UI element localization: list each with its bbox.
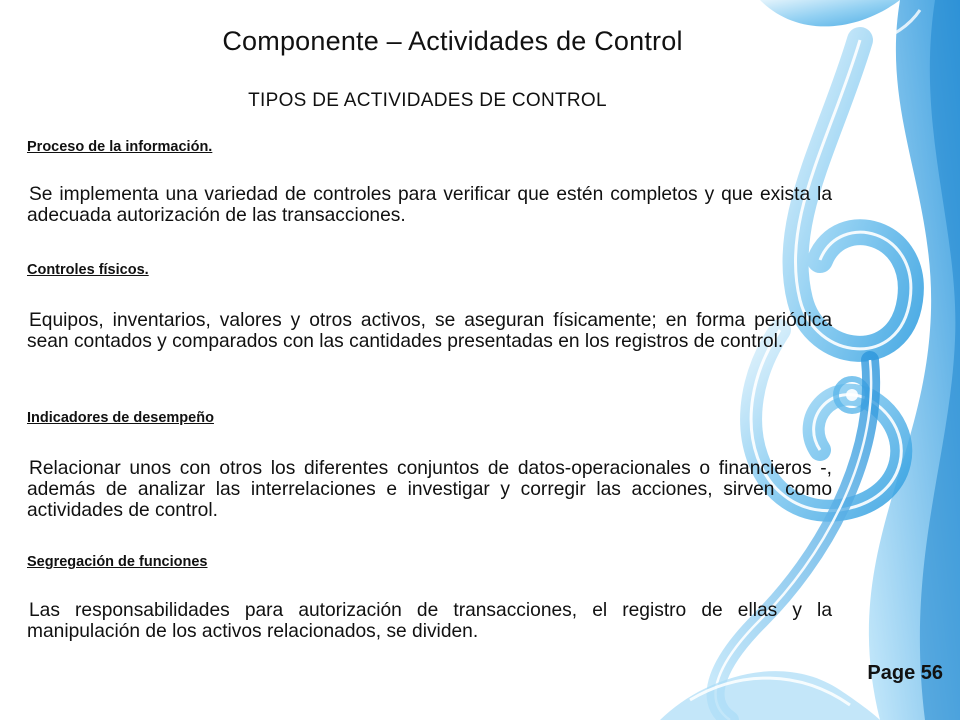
heading-segregacion-funciones: Segregación de funciones [27,554,208,570]
page-number: Page 56 [867,662,943,684]
slide-subtitle: TIPOS DE ACTIVIDADES DE CONTROL [248,90,607,111]
heading-indicadores-desempeno: Indicadores de desempeño [27,410,214,426]
slide-title: Componente – Actividades de Control [222,26,683,56]
paragraph-indicadores-desempeno: Relacionar unos con otros los diferentes conjuntos de datos-operacionales o financieros -, además de analizar las interrelaciones e investigar y corregir las acciones, sirven como actividades de control. [27,458,832,521]
heading-controles-fisicos: Controles físicos. [27,262,149,278]
paragraph-segregacion-funciones: Las responsabilidades para autorización de transacciones, el registro de ellas y la manipulación de los activos relacionados, se dividen. [27,600,832,642]
heading-proceso-informacion: Proceso de la información. [27,139,213,155]
paragraph-controles-fisicos: Equipos, inventarios, valores y otros activos, se aseguran físicamente; en forma periódica sean contados y comparados con las cantidades presentadas en los registros de control. [27,310,832,352]
paragraph-proceso-informacion: Se implementa una variedad de controles para verificar que estén completos y que exista la adecuada autorización de las transacciones. [27,184,832,226]
